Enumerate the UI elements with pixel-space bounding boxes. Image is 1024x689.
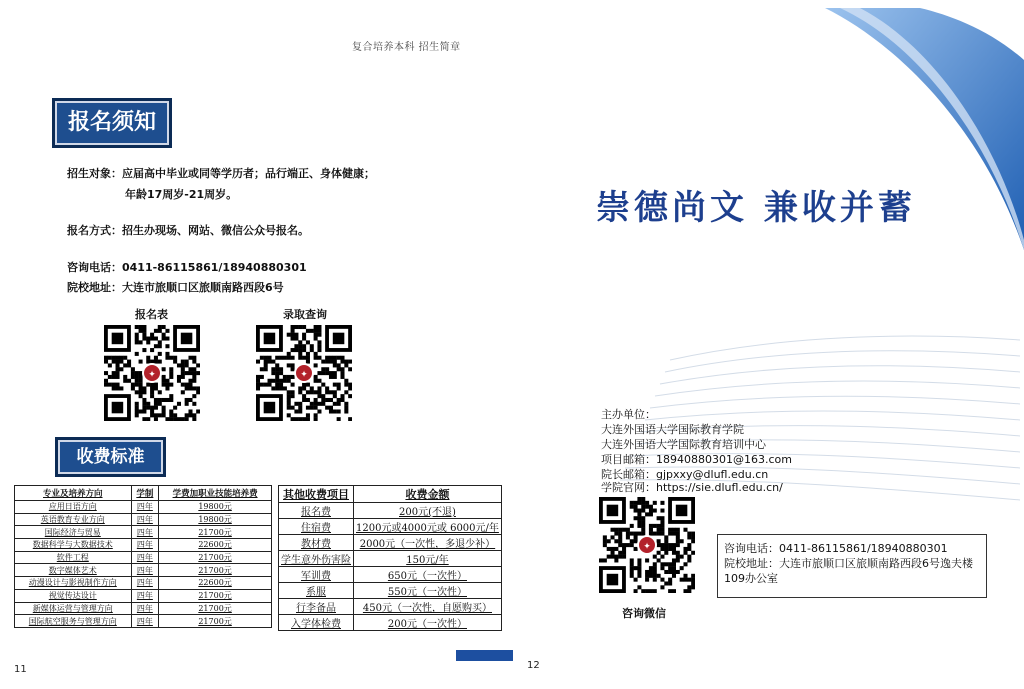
col-tuition: 学费加职业技能培养费 [159, 486, 272, 501]
table-cell: 21700元 [159, 551, 272, 564]
page-number-left: 11 [14, 664, 27, 675]
other-fees-table [278, 485, 502, 631]
table-cell: 动漫设计与影视制作方向 [15, 577, 132, 590]
qr-pattern [256, 325, 352, 421]
page-divider-bar [456, 650, 513, 661]
table-row [15, 577, 272, 590]
page-number-right: 12 [527, 660, 540, 671]
qr-label-admission: 录取查询 [283, 308, 327, 321]
registration-notice-title: 报名须知 [52, 98, 172, 148]
table-row [15, 589, 272, 602]
table-cell: 国际航空服务与管理方向 [15, 615, 132, 628]
project-email[interactable]: 项目邮箱：18940880301@163.com [601, 453, 792, 466]
admission-query-qr-code[interactable] [256, 325, 352, 421]
brochure-header: 复合培养本科 招生简章 [352, 42, 461, 53]
table-cell: 教材费 [279, 535, 354, 551]
table-row [15, 526, 272, 539]
table-cell: 数据科学与大数据技术 [15, 539, 132, 552]
svg-text:✦: ✦ [300, 370, 308, 380]
slogan: 崇德尚文 兼收并蓄 [596, 188, 916, 228]
table-cell: 四年 [131, 526, 159, 539]
qr-pattern [104, 325, 200, 421]
contact-box [717, 534, 987, 598]
table-cell: 国际经济与贸易 [15, 526, 132, 539]
table-cell: 1200元或4000元或 6000元/年 [354, 519, 502, 535]
table-cell: 21700元 [159, 564, 272, 577]
consult-phone: 咨询电话：0411-86115861/18940880301 [67, 261, 307, 274]
table-cell: 四年 [131, 539, 159, 552]
table-row [15, 551, 272, 564]
target-line-2: 年龄17周岁-21周岁。 [125, 188, 238, 201]
wechat-label: 咨询微信 [622, 607, 666, 620]
organizer-1: 大连外国语大学国际教育学院 [601, 423, 744, 436]
table-cell: 19800元 [159, 501, 272, 514]
website-link[interactable]: 学院官网：https://sie.dlufl.edu.cn/ [601, 481, 783, 494]
table-row [279, 535, 502, 551]
organizer-2: 大连外国语大学国际教育培训中心 [601, 438, 766, 451]
col-fee-item: 其他收费项目 [279, 486, 354, 503]
table-cell: 200元（一次性） [354, 615, 502, 631]
table-cell: 22600元 [159, 577, 272, 590]
table-row [279, 519, 502, 535]
school-address: 院校地址：大连市旅顺口区旅顺南路西段6号 [67, 281, 284, 294]
registration-method: 报名方式：招生办现场、网站、微信公众号报名。 [67, 224, 309, 237]
organizer-label: 主办单位： [601, 408, 656, 421]
table-cell: 四年 [131, 577, 159, 590]
table-cell: 650元（一次性） [354, 567, 502, 583]
table-row [279, 615, 502, 631]
table-cell: 学生意外伤害险 [279, 551, 354, 567]
table-cell: 新媒体运营与管理方向 [15, 602, 132, 615]
table-cell: 军训费 [279, 567, 354, 583]
table-cell: 报名费 [279, 503, 354, 519]
program-fees-table [14, 485, 272, 628]
table-cell: 四年 [131, 589, 159, 602]
table-cell: 四年 [131, 615, 159, 628]
table-row [15, 513, 272, 526]
qr-label-registration: 报名表 [135, 308, 168, 321]
table-cell: 住宿费 [279, 519, 354, 535]
table-cell: 数字媒体艺术 [15, 564, 132, 577]
table-cell: 22600元 [159, 539, 272, 552]
table-cell: 19800元 [159, 513, 272, 526]
col-duration: 学制 [131, 486, 159, 501]
col-fee-amount: 收费金额 [354, 486, 502, 503]
table-cell: 四年 [131, 602, 159, 615]
table-cell: 四年 [131, 501, 159, 514]
col-program: 专业及培养方向 [15, 486, 132, 501]
table-cell: 软件工程 [15, 551, 132, 564]
table-cell: 英语教育专业方向 [15, 513, 132, 526]
table-cell: 入学体检费 [279, 615, 354, 631]
table-cell: 视觉传达设计 [15, 589, 132, 602]
contact-address: 院校地址：大连市旅顺口区旅顺南路西段6号逸夫楼109办公室 [724, 557, 973, 585]
table-cell: 450元（一次性，自愿购买） [354, 599, 502, 615]
table-cell: 550元（一次性） [354, 583, 502, 599]
table-row [279, 599, 502, 615]
table-row [15, 564, 272, 577]
target-line-1: 招生对象：应届高中毕业或同等学历者；品行端正、身体健康； [67, 167, 375, 180]
registration-qr-code[interactable] [104, 325, 200, 421]
svg-text:✦: ✦ [148, 370, 156, 380]
table-row [15, 602, 272, 615]
table-cell: 21700元 [159, 526, 272, 539]
table-row [279, 583, 502, 599]
table-cell: 四年 [131, 513, 159, 526]
table-row [279, 503, 502, 519]
svg-text:✦: ✦ [643, 542, 651, 552]
qr-pattern [599, 497, 695, 593]
table-row [15, 615, 272, 628]
table-cell: 150元/年 [354, 551, 502, 567]
table-row [279, 551, 502, 567]
table-cell: 行李备品 [279, 599, 354, 615]
table-row [279, 567, 502, 583]
wechat-qr-code[interactable] [599, 497, 695, 593]
table-cell: 系服 [279, 583, 354, 599]
table-cell: 21700元 [159, 589, 272, 602]
table-cell: 21700元 [159, 615, 272, 628]
table-row [15, 539, 272, 552]
contact-phone: 咨询电话：0411-86115861/18940880301 [724, 542, 948, 555]
table-row [15, 501, 272, 514]
table-cell: 2000元（一次性，多退少补） [354, 535, 502, 551]
table-cell: 应用日语方向 [15, 501, 132, 514]
table-cell: 21700元 [159, 602, 272, 615]
table-cell: 四年 [131, 564, 159, 577]
fee-standard-title: 收费标准 [55, 437, 166, 477]
table-cell: 200元(不退) [354, 503, 502, 519]
table-cell: 四年 [131, 551, 159, 564]
dean-email[interactable]: 院长邮箱：gjpxxy@dlufl.edu.cn [601, 468, 769, 481]
